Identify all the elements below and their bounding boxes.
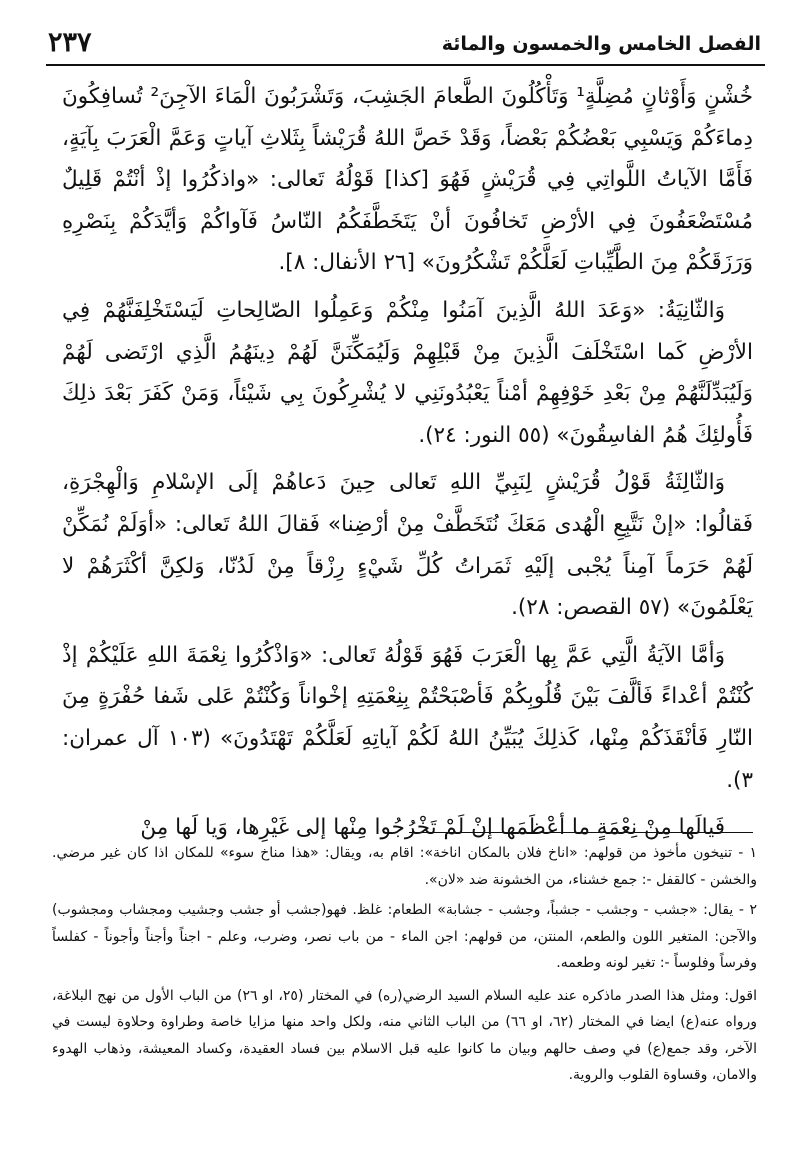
page-number: ٢٣٧ — [48, 27, 92, 58]
footnote-rule — [409, 832, 753, 833]
footnotes — [52, 840, 757, 1093]
page-header — [48, 22, 761, 58]
paragraph-opening: خُشْنٍ وَأَوْثانٍ مُضِلَّةٍ¹ وَتَأْكُلُونَ الطَّعامَ الجَشِبَ، وَتَشْرَبُونَ الْمَاءَ الآجِنَ² تُسافِكُونَ دِماءَكُمْ وَيَسْبِي بَعْضُكُمْ بَعْضاً، وَقَدْ خَصَّ اللهُ قُرَيْشاً بِثَلاثِ آياتٍ وَعَمَّ الْعَرَبَ بِآيَةٍ، فَأَمَّا الآياتُ اللَّواتِي فِي قُرَيْشٍ فَهُوَ [كذا] قَوْلُهُ تَعالى: «واذكُرُوا إذْ أنْتُمْ قَلِيلٌ مُسْتَضْعَفُونَ فِي الأرْضِ تَخافُونَ أنْ يَتَخَطَّفَكُمُ النّاسُ فَآواكُمْ وَأيَّدَكُمْ بِنَصْرِهِ وَرَزَقَكُمْ مِنَ الطَّيِّباتِ لَعَلَّكُمْ تَشْكُرُونَ» [٢٦ الأنفال: ٨]. — [62, 84, 754, 276]
header-rule — [46, 64, 765, 66]
running-title: الفصل الخامس والخمسون والمائة — [441, 33, 761, 55]
paragraph-general-verse: وَأمَّا الآيَةُ الَّتِي عَمَّ بِها الْعَرَبَ فَهُوَ قَوْلُهُ تَعالى: «وَاذْكُرُوا نِعْمَةَ اللهِ عَلَيْكُمْ إذْ كُنْتُمْ أعْداءً فَألَّفَ بَيْنَ قُلُوبِكُمْ فَأصْبَحْتُمْ بِنِعْمَتِهِ إخْواناً وَكُنْتُمْ عَلى شَفا حُفْرَةٍ مِنَ النّارِ فَأنْقَذَكُمْ مِنْها، كَذلِكَ يُبَيِّنُ اللهُ لَكُمْ آياتِهِ لَعَلَّكُمْ تَهْتَدُونَ» (١٠٣ آل عمران: ٣). — [62, 642, 753, 793]
paragraph-closing: فَيالَها مِنْ نِعْمَةٍ ما أعْظَمَها إنْ لَمْ تَخْرُجُوا مِنْها إلى غَيْرِها، وَيا لَها مِنْ — [140, 815, 725, 841]
footnote-1: ١ - تنيخون مأخوذ من قولهم: «اناخ فلان بالمكان اناخة»: اقام به، ويقال: «هذا مناخ سوء» للمكان اذا كان غير مرضي. والخشن - كالقفل -: جمع خشناء، من الخشونة ضد «لان». — [52, 845, 757, 888]
paragraph-second-verse: وَالثّانِيَةُ: «وَعَدَ اللهُ الَّذِينَ آمَنُوا مِنْكُمْ وَعَمِلُوا الصّالِحاتِ لَيَسْتَخْلِفَنَّهُمْ فِي الأرْضِ كَما اسْتَخْلَفَ الَّذِينَ مِنْ قَبْلِهِمْ وَلَيُمَكِّنَنَّ لَهُمْ دِينَهُمُ الَّذِي ارْتَضى لَهُمْ وَلَيُبَدِّلَنَّهُمْ مِنْ بَعْدِ خَوْفِهِمْ أمْناً يَعْبُدُونَنِي لا يُشْرِكُونَ بِي شَيْئاً، وَمَنْ كَفَرَ بَعْدَ ذلِكَ فَأُولئِكَ هُمُ الفاسِقُونَ» (٥٥ النور: ٢٤). — [62, 297, 753, 448]
paragraph-third-verse: وَالثّالِثَةُ قَوْلُ قُرَيْشٍ لِنَبِيِّ اللهِ تَعالى حِينَ دَعاهُمْ إلَى الإسْلامِ وَالْهِجْرَةِ، فَقالُوا: «إنْ نَتَّبِعِ الْهُدى مَعَكَ نُتَخَطَّفْ مِنْ أرْضِنا» فَقالَ اللهُ تَعالى: «أوَلَمْ نُمَكِّنْ لَهُمْ حَرَماً آمِناً يُجْبى إلَيْهِ ثَمَراتُ كُلِّ شَيْءٍ رِزْقاً مِنْ لَدُنّا، وَلكِنَّ أكْثَرَهُمْ لا يَعْلَمُونَ» (٥٧ القصص: ٢٨). — [62, 470, 753, 621]
footnote-2: ٢ - يقال: «جشب - وجشب - جشباً، وجشب - جشابة» الطعام: غلظ. فهو(جشب أو جشب وجشيب ومجشاب ومجشوب) والآجن: المتغير اللون والطعم، المنتن، من قولهم: اجن الماء - من باب نصر، وضرب، وعلم - اجناً وأجناً وأجوناً - كفلساً وفرساً وفلوساً -: تغير لونه وطعمه. — [52, 902, 757, 971]
main-text — [62, 76, 753, 855]
footnote-comment: اقول: ومثل هذا الصدر ماذكره عند عليه السلام السيد الرضي(ره) في المختار (٢٥، او ٢٦) من الباب الأول من نهج البلاغة، ورواه عنه(ع) ايضا في المختار (٦٢، او ٦٦) من الباب الثاني منه، ولكل واحد منها مزايا خاصة وطراوة وحلاوة ليست في الآخر، وقد جمع(ع) في وصف حالهم وبيان ما كانوا عليه قبل الاسلام بين فساد العقيدة، وكساد المعيشة، وذهاب الهدوء والامان، وقساوة القلوب والروية. — [52, 987, 757, 1083]
